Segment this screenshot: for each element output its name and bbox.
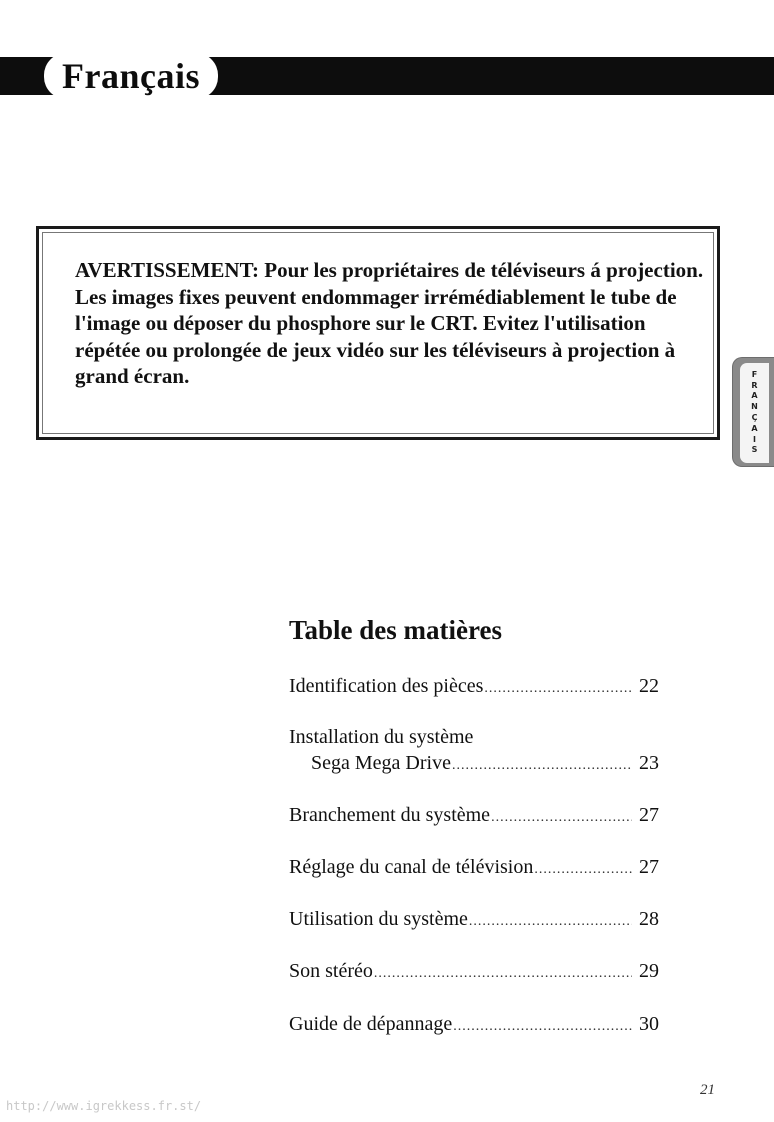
toc-entry	[289, 673, 659, 702]
toc-entry-label: Guide de dépannage	[289, 1013, 453, 1035]
toc-entry-label: Identification des pièces	[289, 675, 484, 697]
warning-text: AVERTISSEMENT: Pour les propriétaires de téléviseurs á projection. Les images fixes peuvent endommager irrémédiablement le tube de l'image ou déposer du phosphore sur le CRT. Evitez l'utilisation répétée ou prolongée de jeux vidéo sur les téléviseurs à projection à grand écran.	[75, 258, 704, 388]
side-tab-letter: R	[751, 380, 758, 390]
toc-entry	[289, 724, 659, 779]
toc-entry-page: 28	[639, 908, 659, 930]
toc-entry-label: Son stéréo	[289, 960, 373, 982]
side-tab-letter: F	[751, 369, 758, 379]
side-tab-letter: I	[753, 434, 756, 444]
toc-entry-page: 30	[639, 1013, 659, 1035]
side-tab-letter: S	[751, 445, 758, 455]
toc-entry-page: 27	[639, 804, 659, 826]
warning-box	[36, 226, 720, 440]
toc-entry-page: 27	[639, 856, 659, 878]
toc-entry	[289, 854, 659, 883]
language-side-tab-label	[740, 363, 769, 463]
language-side-tab	[732, 357, 774, 467]
toc-title: Table des matières	[289, 615, 502, 645]
toc-leader-dots	[484, 676, 632, 702]
toc-entry-label: Utilisation du système	[289, 908, 468, 930]
toc-entry-page: 29	[639, 960, 659, 982]
toc-entry-label-line1: Installation du système	[289, 726, 474, 748]
toc-leader-dots	[491, 805, 632, 831]
toc-entry	[289, 958, 659, 987]
toc-entry	[289, 906, 659, 935]
side-tab-letter: A	[751, 391, 758, 401]
header-title-tab	[44, 53, 218, 99]
side-tab-letter: Ç	[751, 413, 758, 422]
toc-entry	[289, 1011, 659, 1040]
page-title: Français	[62, 56, 200, 96]
toc-leader-dots	[453, 1014, 632, 1040]
side-tab-letter: A	[751, 423, 758, 433]
toc-entry-page: 23	[639, 752, 659, 774]
toc-entry-page: 22	[639, 675, 659, 697]
toc-leader-dots	[452, 753, 632, 779]
toc-leader-dots	[534, 857, 632, 883]
side-tab-letter: N	[751, 402, 758, 412]
toc-entry-label: Branchement du système	[289, 804, 491, 826]
toc-leader-dots	[374, 961, 632, 987]
toc-entry-label: Réglage du canal de télévision	[289, 856, 534, 878]
watermark-url: http://www.igrekkess.fr.st/	[6, 1099, 202, 1113]
page-number: 21	[700, 1082, 715, 1098]
toc-entry-label: Sega Mega Drive	[311, 752, 451, 774]
toc-leader-dots	[469, 909, 632, 935]
toc-entry	[289, 802, 659, 831]
